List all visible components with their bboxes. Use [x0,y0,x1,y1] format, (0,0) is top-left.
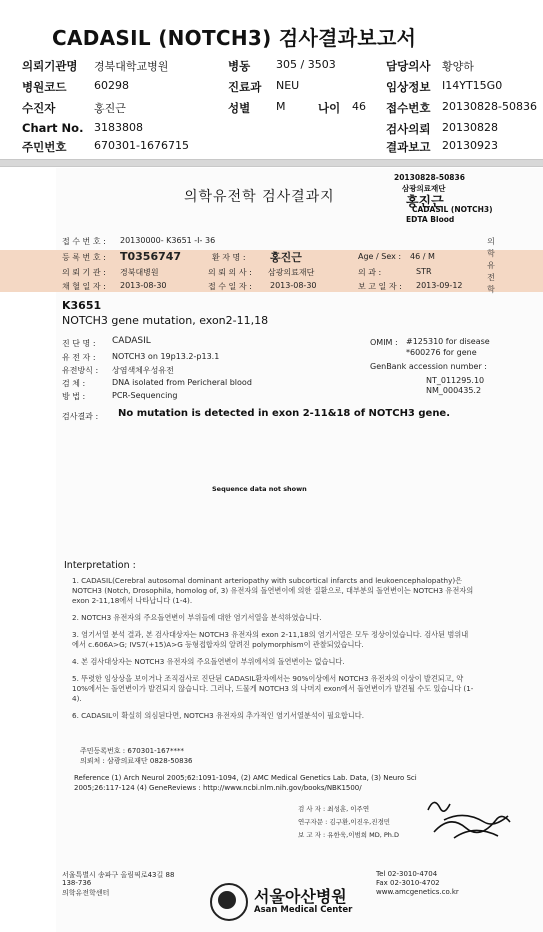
note-item: 1. CADASIL(Cerebral autosomal dominant arteriopathy with subcortical infarcts and leukoencephalopathy)은 NOTCH3 (Notch, Drosophila, homolog of, 3) 유전자의 돌연변이에 의한 질환으로, 대부분의 돌연변이는 NOTCH3 유전자의 exon 2-11,18에서 나타납니다 (1-4). [72,576,474,605]
report-date-label: 보 고 일 자 : [358,282,402,291]
tr-specimen: EDTA Blood [406,215,455,224]
gene-value: NOTCH3 on 19p13.2-p13.1 [112,352,220,361]
recv-label: 접 수 일 자 : [208,282,252,291]
tr-lab-name: 삼광의료재단 [402,184,446,193]
ward-label: 의 과 : [358,268,382,277]
method-value: PCR-Sequencing [112,391,178,400]
label-report-date: 결과보고 [386,140,431,154]
signer-reporter: 보 고 자 : 유한욱,이범희 MD, Ph.D [298,831,399,839]
hospital-name-en: Asan Medical Center [254,905,353,915]
diagnosis-label: 진 단 명 : [62,339,96,348]
inst-label: 의 뢰 기 관 : [62,268,106,277]
name-value: 홍진근 [270,251,302,264]
omim-disease: #125310 for disease [406,337,490,346]
footer-fax: Fax 02-3010-4702 [376,879,440,887]
doc-value: 삼광의료재단 [268,268,315,277]
test-name: NOTCH3 gene mutation, exon2-11,18 [62,314,269,327]
value-hospital-code: 60298 [94,79,129,92]
test-code: K3651 [62,299,102,312]
interpretation-notes [72,576,474,728]
jeopsu-label: 접 수 번 호 : [62,237,106,246]
note-item: 4. 본 검사대상자는 NOTCH3 유전자의 주요돌연변이 부위에서의 돌연변이는 없습니다. [72,657,345,666]
side-char: 전 [487,273,495,282]
label-age: 나이 [318,101,341,115]
tr-test: CADASIL (NOTCH3) [412,205,493,214]
sequence-note: Sequence data not shown [212,485,307,493]
label-department: 진료과 [228,80,262,94]
label-hospital-code: 병원코드 [22,80,67,94]
value-doctor: 황양하 [442,60,474,73]
jeopsu-value: 20130000- K3651 -I- 36 [120,236,216,245]
resident-number-line: 주민등록번호 : 670301-167**** [80,747,184,755]
interpretation-label: Interpretation : [64,560,136,571]
gene-label: 유 전 자 : [62,353,96,362]
value-chart-no: 3183808 [94,121,143,134]
value-clinical-info: I14YT15G0 [442,79,503,92]
result-value: No mutation is detected in exon 2-11&18 of NOTCH3 gene. [118,408,451,419]
tr-accession: 20130828-50836 [394,173,465,182]
name-label: 환 자 명 : [212,253,246,262]
side-char: 학 [487,249,495,258]
value-report-date: 20130923 [442,139,498,152]
header-separator [0,159,543,167]
label-resident-no: 주민번호 [22,140,67,154]
side-char: 유 [487,261,495,270]
signer-tester: 검 사 자 : 최성훈, 이주연 [298,805,370,813]
report-title: 의학유전학 검사결과지 [184,189,335,205]
reg-label: 등 록 번 호 : [62,253,106,262]
footer-tel: Tel 02-3010-4704 [376,870,438,878]
genbank-label: GenBank accession number : [370,362,487,371]
doc-label: 의 뢰 의 사 : [208,268,252,277]
footer-dept: 의학유전학센터 [62,889,110,897]
label-clinical-info: 임상정보 [386,80,431,94]
label-request-date: 검사의뢰 [386,122,431,136]
value-institution: 경북대학교병원 [94,60,169,73]
report-date-value: 2013-09-12 [416,281,463,290]
footer-web: www.amcgenetics.co.kr [376,888,459,896]
report-header-title: CADASIL (NOTCH3) 검사결과보고서 [52,26,417,50]
inst-value: 경북대병원 [120,268,159,277]
signer-advisor: 연구자문 : 김구환,이진우,진경민 [298,818,391,826]
side-char: 학 [487,285,495,294]
label-sex: 성별 [228,101,251,115]
inheritance-label: 유전방식 : [62,366,99,375]
requester-line: 의뢰처 : 삼광의료재단 0828-50836 [80,757,193,765]
label-institution: 의뢰기관명 [22,59,78,73]
specimen-value: DNA isolated from Pericheral blood [112,378,252,387]
recv-value: 2013-08-30 [270,281,317,290]
collect-label: 채 혈 일 자 : [62,282,106,291]
collect-value: 2013-08-30 [120,281,167,290]
label-chart-no: Chart No. [22,121,84,135]
note-item: 5. 뚜렷한 임상상을 보이거나 조직검사로 진단된 CADASIL환자에서는 90%이상에서 NOTCH3 유전자의 이상이 발견되고, 약 10%에서는 돌연변이가 발견되지 않습니다. 그러나, 드물게 NOTCH3 의 나머지 exon에서 돌연변이가 발견될 수도 있습니다 (1-4). [72,674,474,703]
specimen-label: 검 체 : [62,379,86,388]
value-sex: M [276,100,286,113]
label-ward: 병동 [228,59,251,73]
side-char: 의 [487,237,495,246]
result-label: 검사결과 : [62,412,99,421]
note-item: 3. 염기서열 분석 결과, 본 검사대상자는 NOTCH3 유전자의 exon 2-11,18의 염기서열은 모두 정상이었습니다. 검사된 범위내에서 c.606A>G; IVS7(+15)A>G 등형접합자의 알려진 polymorphism이 관찰되었습니다. [72,630,469,649]
value-age: 46 [352,100,366,113]
method-label: 방 법 : [62,392,86,401]
omim-gene: *600276 for gene [406,348,477,357]
value-resident-no: 670301-1676715 [94,139,189,152]
footer-address: 서울특별시 송파구 올림픽로43길 88 [62,871,175,879]
ward-value: STR [416,267,432,276]
agesex-label: Age / Sex : [358,252,402,261]
genbank-acc2: NM_000435.2 [426,386,482,395]
references: Reference (1) Arch Neurol 2005;62:1091-1094, (2) AMC Medical Genetics Lab. Data, (3) Neuro Sci 2005;26:117-124 (4) GeneReviews : http://www.ncbi.nlm.nih.gov/books/NBK1500/ [74,774,417,792]
diagnosis-value: CADASIL [112,336,151,346]
value-ward: 305 / 3503 [276,58,336,71]
label-accession: 접수번호 [386,101,431,115]
value-accession: 20130828-50836 [442,100,537,113]
label-patient: 수진자 [22,101,56,115]
omim-label: OMIM : [370,338,398,347]
label-doctor: 담당의사 [386,59,431,73]
agesex-value: 46 / M [410,252,435,261]
note-item: 6. CADASIL이 확실히 의심된다면, NOTCH3 유전자의 추가적인 염기서열분석이 필요합니다. [72,711,365,720]
value-department: NEU [276,79,300,92]
value-request-date: 20130828 [442,121,498,134]
hospital-logo-mark-icon [218,891,236,909]
value-patient: 홍진근 [94,102,126,115]
footer-postcode: 138-736 [62,879,92,887]
side-vertical-text [486,236,496,296]
inheritance-value: 상염색체우성유전 [112,366,174,375]
genbank-acc1: NT_011295.10 [426,376,485,385]
handwritten-signature [404,792,514,844]
reg-value: T0356747 [120,250,182,263]
note-item: 2. NOTCH3 유전자의 주요돌연변이 부위들에 대한 염기서열을 분석하였습니다. [72,613,322,622]
tr-patient-name: 홍진근 [406,195,444,210]
hospital-name-kr: 서울아산병원 [254,887,347,906]
